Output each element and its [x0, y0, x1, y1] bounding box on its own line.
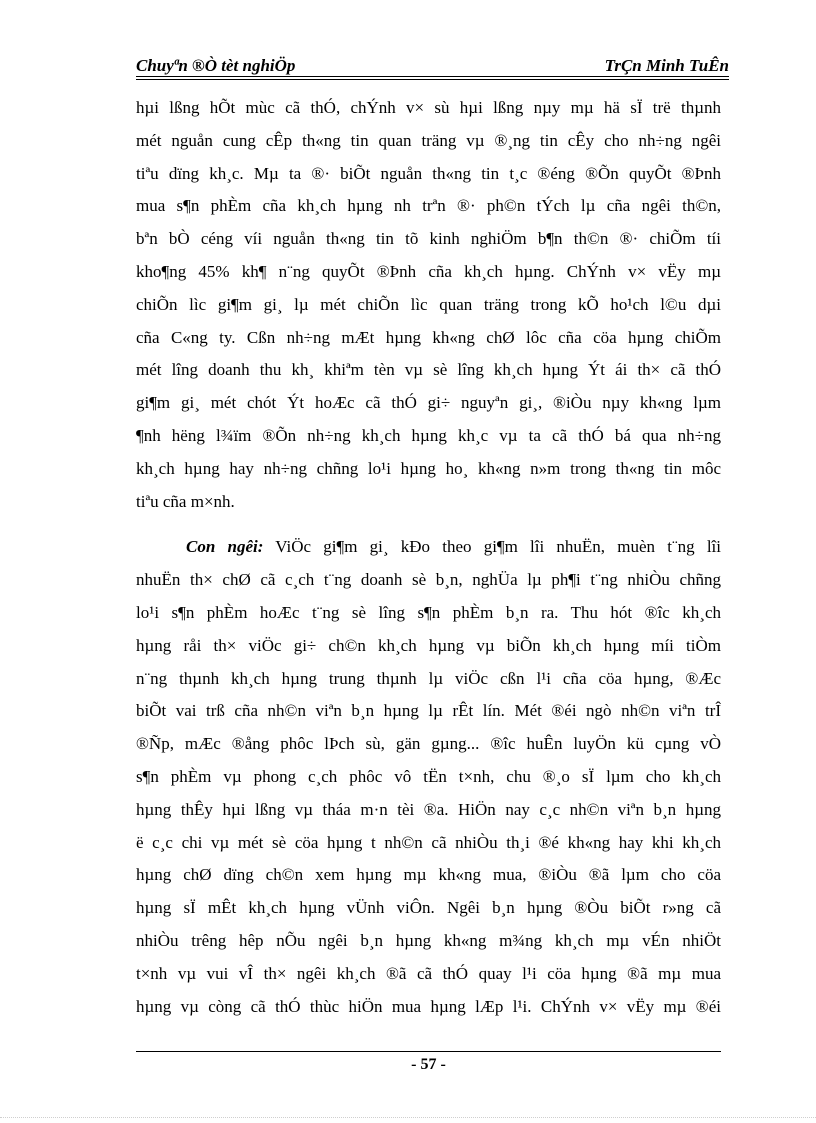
paragraph-line: ë c¸c chi vµ mét sè cöa hµng t nh©n cã nhiÒu th¸i ®é kh«ng hay khi kh¸ch: [136, 832, 721, 852]
body-text: [136, 92, 721, 1023]
paragraph-line: nhiÒu trêng hêp nÕu ngêi b¸n hµng kh«ng m¾ng kh¸ch mµ vÉn nhiÖt: [136, 930, 721, 950]
paragraph-2: [136, 531, 721, 1023]
footer-rule: [136, 1051, 721, 1052]
header-rule-bottom: [136, 79, 729, 80]
page-number: - 57 -: [411, 1056, 446, 1073]
paragraph-line: nhuËn th× chØ cã c¸ch t¨ng doanh sè b¸n, nghÜa lµ ph¶i t¨ng nhiÒu chñng: [136, 570, 721, 590]
header-rule-top: [136, 76, 729, 77]
paragraph-line: mua s¶n phÈm cña kh¸ch hµng nh trªn ®· ph©n tÝch lµ cña ngêi th©n,: [136, 196, 721, 216]
paragraph-line: hµng sÏ mÊt kh¸ch hµng vÜnh viÔn. Ngêi b¸n hµng ®Òu biÕt r»ng cã: [136, 898, 721, 918]
paragraph-line: biÕt vai trß cña nh©n viªn b¸n hµng lµ rÊt lín. Mét ®éi ngò nh©n viªn trÎ: [136, 701, 721, 721]
page-header: [136, 48, 729, 76]
paragraph-spacer: [136, 518, 721, 531]
paragraph-line: bªn bÒ céng víi nguån th«ng tin tõ kinh nghiÖm b¶n th©n ®· chiÕm tíi: [136, 229, 721, 249]
paragraph-line: tiªu cña m×nh.: [136, 491, 235, 511]
header-title: Chuyªn ®Ò tèt nghiÖp: [136, 56, 296, 75]
paragraph-line: hµng chØ dïng ch©n xem hµng mµ kh«ng mua, ®iÒu ®ã lµm cho cöa: [136, 865, 721, 885]
paragraph-line: tiªu dïng kh¸c. Mµ ta ®· biÕt nguån th«ng tin t¸c ®éng ®Õn quyÕt ®Þnh: [136, 163, 721, 183]
paragraph-line: s¶n phÈm vµ phong c¸ch phôc vô tËn t×nh, chu ®¸o sÏ lµm cho kh¸ch: [136, 766, 721, 786]
paragraph-lead: Con ngêi:: [186, 537, 264, 557]
paragraph-line: lo¹i s¶n phÈm hoÆc t¨ng sè lîng s¶n phÈm b¸n ra. Thu hót ®îc kh¸ch: [136, 602, 721, 622]
paragraph-line: n¨ng thµnh kh¸ch hµng trung thµnh lµ viÖc cßn l¹i cña cöa hµng, ®Æc: [136, 668, 721, 688]
paragraph-line-text: ViÖc gi¶m gi¸ kÐo theo gi¶m lîi nhuËn, muèn t¨ng lîi: [263, 537, 721, 557]
paragraph-line: mét lîng doanh thu kh¸ khiªm tèn vµ sè lîng kh¸ch hµng Ýt ái th× cã thÓ: [136, 360, 721, 380]
paragraph-line: chiÕn lìc gi¶m gi¸ lµ mét chiÕn lìc quan träng trong kÕ ho¹ch l©u dµi: [136, 294, 721, 314]
paragraph-line: hµng thÊy hµi lßng vµ tháa m·n tèi ®a. HiÖn nay c¸c nh©n viªn b¸n hµng: [136, 799, 721, 819]
paragraph-line-first: [136, 531, 721, 564]
paragraph-line: hµi lßng hÕt mùc cã thÓ, chÝnh v× sù hµi lßng nµy mµ hä sÏ trë thµnh: [136, 98, 721, 117]
paragraph-line: ¶nh hëng l¾ïm ®Õn nh÷ng kh¸ch hµng kh¸c vµ ta cã thÓ bá qua nh÷ng: [136, 425, 721, 445]
paragraph-line: hµng vµ còng cã thÓ thùc hiÖn mua hµng lÆp l¹i. ChÝnh v× vËy mµ ®éi: [136, 996, 721, 1016]
paragraph-line: kho¶ng 45% kh¶ n¨ng quyÕt ®Þnh cña kh¸ch hµng. ChÝnh v× vËy mµ: [136, 261, 721, 281]
paragraph-line: kh¸ch hµng hay nh÷ng chñng lo¹i hµng ho¸ kh«ng n»m trong th«ng tin môc: [136, 458, 721, 478]
paragraph-line: cña C«ng ty. Cßn nh÷ng mÆt hµng kh«ng chØ lôc cña cöa hµng chiÕm: [136, 327, 721, 347]
paragraph-line: t×nh vµ vui vÎ th× ngêi kh¸ch ®ã cã thÓ quay l¹i cöa hµng ®ã mµ mua: [136, 963, 721, 983]
paragraph-line: gi¶m gi¸ mét chót Ýt hoÆc cã thÓ gi÷ nguyªn gi¸, ®iÒu nµy kh«ng lµm: [136, 393, 721, 413]
paragraph-1: [136, 92, 721, 518]
paragraph-line: hµng råi th× viÖc gi÷ ch©n kh¸ch hµng vµ biÕn kh¸ch hµng míi tiÒm: [136, 635, 721, 655]
page-bottom-border: [0, 1117, 816, 1118]
paragraph-line: ®Ñp, mÆc ®ång phôc lÞch sù, gän gµng... ®îc huÊn luyÖn kü cµng vÒ: [136, 734, 721, 754]
paragraph-line: mét nguån cung cÊp th«ng tin quan träng vµ ®¸ng tin cÊy cho nh÷ng ngêi: [136, 130, 721, 150]
header-author: TrÇn Minh TuÊn: [604, 56, 729, 75]
